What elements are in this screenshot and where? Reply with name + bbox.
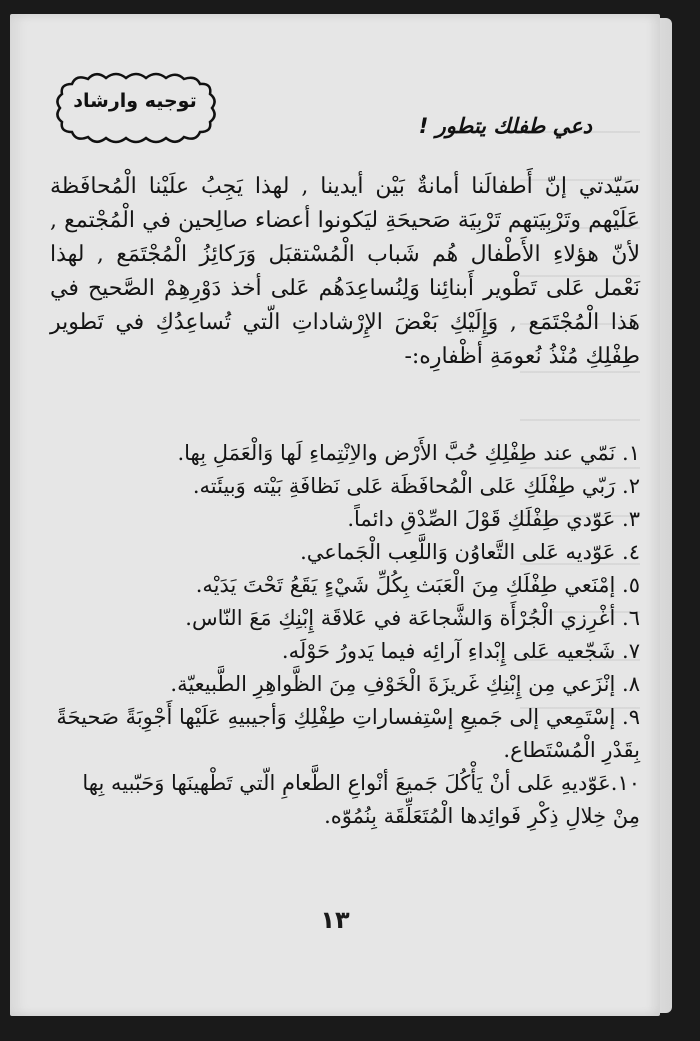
book-page [10, 14, 660, 1016]
list-item: ٥. إمْنَعي طِفْلَكِ مِنَ الْعَبَث بِكُلِّ شَيْءٍ يَقَعُ تَحْتَ يَدَيْه. [195, 573, 640, 597]
intro-paragraph: سَيّدتي إنّ أَطفالَنا أمانةٌ بَيْن أيدينا , لهذا يَجِبُ علَيْنا الْمُحافَظة عَلَيْهم وتَرْبِيَتهم تَرْبِيَة صَحيحَةِ ليَكونوا أعضاء صالِحين في الْمُجْتمع , لأنّ هؤلاءِ الأَطْفال هُم شَباب الْمُسْتقبَل وَرَكائِزُ الْمُجْتَمَع , لهذا نَعْمل عَلى تَطْوير أَبنائِنا وَلِنُساعِدَهُم عَلى أخذ دَوْرِهِمْ الصَّحيح في هَذا الْمُجْتَمَع , وَإِلَيْكِ بَعْضَ الإِرْشاداتِ الّتي تُساعِدُكِ في تَطوير طِفْلِكِ مُنْذُ نُعومَةِ أظْفارِه:- [50, 174, 640, 369]
list-item: ٩. إسْتَمِعي إلى جَميعِ إسْتِفساراتِ طِفْلِكِ وَأجيبيهِ عَلَيْها أَجْوِبَةً صَحيحَةً بِقَدْرِ الْمُسْتَطاع. [56, 705, 640, 762]
badge-label: توجيه وارشاد [73, 90, 197, 112]
list-item: ١٠.عَوّديهِ عَلى أنْ يَأْكُلَ جَميعَ أنْواعِ الطَّعامِ الّتي تَطْهينَها وَحَبّبيه بِها مِنْ خِلالِ ذِكْرِ فَوائِدها الْمُتَعَلِّقَة بِنُمُوّه. [82, 771, 640, 828]
tips-list [50, 437, 640, 833]
list-item: ٢. رَبّي طِفْلَكِ عَلى الْمُحافَظَة عَلى نَظافَةِ بَيْته وَبيئَته. [192, 474, 640, 498]
list-item: ٤. عَوّديه عَلى التَّعاوُن وَاللَّعِب الْجَماعي. [300, 540, 640, 564]
page-number: ١٣ [320, 906, 350, 934]
list-item: ٣. عَوّدي طِفْلَكِ قَوْلَ الصِّدْقِ دائماً. [347, 507, 640, 531]
list-item: ٨. إنْزَعي مِن إِبْنِكِ غَريزَةَ الْخَوْفِ مِنَ الظَّواهِرِ الطَّبيعيّة. [170, 672, 640, 696]
list-item: ٦. أغْرِزي الْجُرْأَة وَالشَّجاعَة في عَلاقَة إِبْنِكِ مَعَ النّاس. [185, 606, 640, 630]
section-badge [50, 70, 220, 146]
list-item: ٧. شَجّعيه عَلى إِبْداءِ آرائِه فيما يَدورُ حَوْلَه. [281, 639, 640, 663]
list-item: ١. نَمّي عند طِفْلِكِ حُبَّ الأَرْض والاِنْتِماءِ لَها وَالْعَمَلِ بِها. [177, 441, 640, 465]
article-title: دعي طفلك يتطور ! [418, 114, 592, 138]
